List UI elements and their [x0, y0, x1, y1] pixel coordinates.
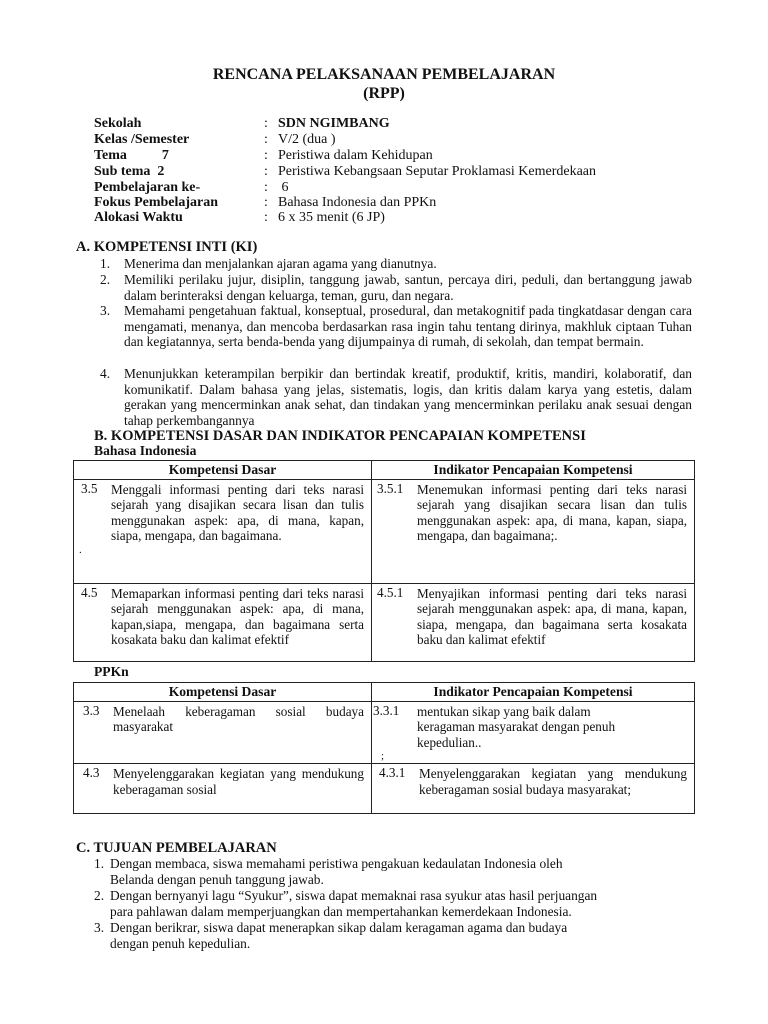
indicator-number: 3.3.1 — [373, 703, 400, 718]
kd-cell — [74, 584, 372, 662]
indicator-text: Menyelenggarakan kegiatan yang mendukung keberagaman sosial budaya masyarakat; — [419, 766, 687, 797]
identity-colon: : — [264, 148, 268, 163]
identity-colon: : — [264, 164, 268, 179]
indicator-cell — [372, 480, 695, 584]
tujuan-item-line2: para pahlawan dalam memperjuangkan dan mempertahankan kemerdekaan Indonesia. — [110, 904, 572, 919]
subject-bahasa-indonesia: Bahasa Indonesia — [94, 443, 197, 458]
section-b-heading: B. KOMPETENSI DASAR DAN INDIKATOR PENCAPAIAN KOMPETENSI — [94, 428, 586, 444]
tujuan-item-line1: Dengan berikrar, siswa dapat menerapkan sikap dalam keragaman agama dan budaya — [110, 920, 568, 935]
tujuan-item-line1: Dengan membaca, siswa memahami peristiwa pengakuan kedaulatan Indonesia oleh — [110, 856, 563, 871]
tujuan-item — [94, 920, 694, 952]
indicator-extra: ; — [381, 750, 385, 763]
kd-extra: . — [79, 543, 82, 556]
identity-value: Peristiwa Kebangsaan Seputar Proklamasi Kemerdekaan — [278, 164, 597, 179]
kd-number: 4.3 — [83, 765, 100, 781]
indicator-number: 4.5.1 — [377, 585, 404, 600]
ki-item-number: 4. — [100, 366, 111, 381]
kd-cell — [74, 764, 372, 814]
indicator-text: Menemukan informasi penting dari teks narasi sejarah yang disajikan secara lisan dan tulis menggunakan aspek: apa, di mana, kapan, siapa, mengapa, dan bagaimana;. — [417, 482, 687, 544]
identity-value: SDN NGIMBANG — [278, 116, 390, 131]
kd-number: 4.5 — [81, 585, 98, 600]
section-a-heading: A. KOMPETENSI INTI (KI) — [76, 239, 258, 255]
indicator-cell — [372, 702, 695, 764]
bi-kd-table — [73, 460, 695, 662]
tujuan-item — [94, 888, 694, 920]
indicator-number: 3.5.1 — [377, 481, 404, 496]
table-header-row — [74, 683, 695, 702]
ki-item-number: 1. — [100, 256, 111, 271]
ki-item-text: Memahami pengetahuan faktual, konseptual, prosedural, dan metakognitif pada tingkatdasar dengan cara mengamati, menanya, dan mencoba berdasarkan rasa ingin tahu tentang dirinya, makhluk ciptaan Tuhan dan kegiatannya, serta benda-benda yang dijumpainya di rumah, di sekolah, dan tempat bermain. — [124, 303, 692, 350]
column-header-kd: Kompetensi Dasar — [74, 461, 372, 480]
identity-value: Bahasa Indonesia dan PPKn — [278, 195, 437, 210]
kd-number: 3.5 — [81, 481, 98, 496]
kd-number: 3.3 — [83, 703, 100, 718]
ki-item — [100, 366, 700, 430]
kd-cell — [74, 702, 372, 764]
table-row — [74, 702, 695, 764]
identity-label: Fokus Pembelajaran — [94, 195, 219, 210]
table-header-row — [74, 461, 695, 480]
ki-item-text: Menerima dan menjalankan ajaran agama yang dianutnya. — [124, 256, 437, 271]
identity-value: 6 x 35 menit (6 JP) — [278, 210, 385, 225]
kd-text: Menelaah keberagaman sosial budaya masyarakat — [113, 704, 364, 735]
table-row — [74, 584, 695, 662]
ki-item — [100, 303, 700, 367]
document-subtitle: (RPP) — [363, 85, 405, 102]
table-row — [74, 480, 695, 584]
kd-text: Memaparkan informasi penting dari teks narasi sejarah menggunakan aspek: apa, di mana, kapan,siapa, mengapa, dan bagaimana serta kosakata baku dan kalimat efektif — [111, 586, 364, 648]
ki-item-number: 3. — [100, 303, 111, 318]
identity-label: Sub tema 2 — [94, 164, 165, 179]
ppkn-kd-table — [73, 682, 695, 814]
indicator-cell — [372, 584, 695, 662]
identity-colon: : — [264, 195, 268, 210]
kd-text: Menyelenggarakan kegiatan yang mendukung keberagaman sosial — [113, 766, 364, 797]
identity-colon: : — [264, 132, 268, 147]
identity-colon: : — [264, 180, 268, 195]
identity-label: Sekolah — [94, 116, 142, 131]
table-row — [74, 764, 695, 814]
identity-colon: : — [264, 116, 268, 131]
tujuan-item-number: 1. — [94, 856, 105, 871]
identity-label: Alokasi Waktu — [94, 210, 183, 225]
indicator-number: 4.3.1 — [379, 765, 406, 781]
tujuan-item-line2: Belanda dengan penuh tanggung jawab. — [110, 872, 324, 887]
ki-item — [100, 256, 700, 272]
column-header-kd: Kompetensi Dasar — [74, 683, 372, 702]
tujuan-item-number: 2. — [94, 888, 105, 903]
column-header-indicator: Indikator Pencapaian Kompetensi — [372, 461, 695, 480]
identity-label: Pembelajaran ke- — [94, 180, 201, 195]
ki-item-text: Menunjukkan keterampilan berpikir dan bertindak kreatif, produktif, kritis, mandiri, kolaboratif, dan komunikatif. Dalam bahasa yang jelas, sistematis, logis, dan kritis dalam karya yang estetis, dalam gerakan yang mencerminkan anak sehat, dan tindakan yang mencerminkan perilaku anak sesuai dengan tahap perkembangannya — [124, 366, 692, 428]
kd-text: Menggali informasi penting dari teks narasi sejarah yang disajikan secara lisan dan tulis menggunakan aspek: apa, di mana, kapan, siapa, mengapa, dan bagaimana. — [111, 482, 364, 544]
ki-item — [100, 272, 700, 304]
section-c-heading: C. TUJUAN PEMBELAJARAN — [76, 840, 277, 856]
identity-label: Tema 7 — [94, 148, 169, 163]
indicator-cell — [372, 764, 695, 814]
tujuan-item-line1: Dengan bernyanyi lagu “Syukur”, siswa dapat memaknai rasa syukur atas hasil perjuangan — [110, 888, 598, 903]
subject-ppkn: PPKn — [94, 664, 129, 679]
tujuan-item-number: 3. — [94, 920, 105, 935]
ki-item-number: 2. — [100, 272, 111, 287]
column-header-indicator: Indikator Pencapaian Kompetensi — [372, 683, 695, 702]
identity-value: 6 — [278, 180, 289, 195]
document-title: RENCANA PELAKSANAAN PEMBELAJARAN — [212, 66, 556, 83]
identity-label: Kelas /Semester — [94, 132, 190, 147]
identity-value: Peristiwa dalam Kehidupan — [278, 148, 433, 163]
identity-colon: : — [264, 210, 268, 225]
ki-item-text: Memiliki perilaku jujur, disiplin, tanggung jawab, santun, percaya diri, peduli, dan bertanggung jawab dalam berinteraksi dengan keluarga, teman, guru, dan negara. — [124, 272, 692, 303]
tujuan-item-line2: dengan penuh kepedulian. — [110, 936, 251, 951]
identity-value: V/2 (dua ) — [278, 132, 336, 147]
indicator-text: Menyajikan informasi penting dari teks narasi sejarah menggunakan aspek: apa, di mana, kapan, siapa, mengapa, dan bagaimana serta kosakata baku dan kalimat efektif — [417, 586, 687, 648]
tujuan-item — [94, 856, 694, 888]
indicator-text: mentukan sikap yang baik dalam keragaman masyarakat dengan penuh kepedulian.. — [417, 704, 616, 750]
kd-cell — [74, 480, 372, 584]
